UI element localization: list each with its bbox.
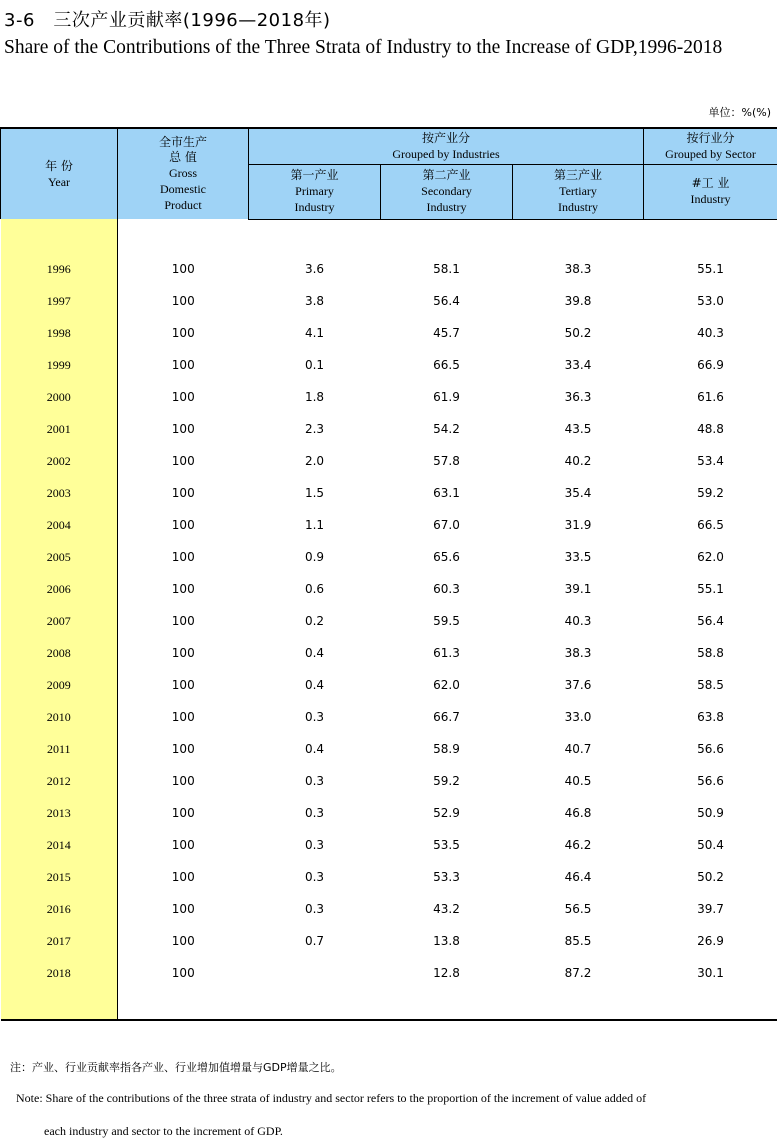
header-tertiary-en1: Tertiary [559, 184, 597, 198]
cell-tertiary: 40.7 [564, 742, 592, 756]
cell-tertiary: 31.9 [564, 518, 592, 532]
cell-gdp: 100 [171, 582, 195, 596]
table-row [1, 317, 777, 349]
cell-gdp: 100 [171, 422, 195, 436]
cell-gdp: 100 [171, 710, 195, 724]
cell-primary [249, 957, 381, 989]
header-secondary-en1: Secondary [421, 184, 472, 198]
header-gdp-zh2: 总 值 [169, 150, 197, 164]
header-industry-en: Industry [690, 192, 731, 206]
header-gdp [118, 128, 249, 219]
table-header [1, 128, 777, 219]
cell-gdp: 100 [171, 326, 195, 340]
cell-primary: 0.4 [304, 646, 325, 660]
header-year-zh: 年 份 [45, 158, 73, 173]
header-secondary-zh: 第二产业 [422, 168, 471, 182]
spacer-row [1, 989, 777, 1020]
cell-secondary: 45.7 [433, 326, 460, 340]
table-row [1, 285, 777, 317]
cell-tertiary: 56.5 [564, 902, 592, 916]
cell-secondary: 63.1 [433, 486, 460, 500]
cell-primary: 2.3 [304, 422, 325, 436]
cell-industry: 66.9 [697, 358, 724, 372]
cell-year: 2008 [1, 637, 118, 669]
header-by-industries-zh: 按产业分 [421, 130, 470, 145]
table-row [1, 573, 777, 605]
header-by-sector-zh: 按行业分 [686, 130, 735, 145]
cell-secondary: 12.8 [433, 966, 460, 980]
cell-primary: 0.3 [304, 838, 325, 852]
cell-gdp: 100 [171, 646, 195, 660]
table-row [1, 829, 777, 861]
cell-year: 2005 [1, 541, 118, 573]
cell-gdp: 100 [171, 294, 195, 308]
cell-tertiary: 40.2 [564, 454, 592, 468]
cell-primary: 0.3 [304, 902, 325, 916]
cell-year: 2009 [1, 669, 118, 701]
cell-tertiary: 39.1 [564, 582, 592, 596]
cell-secondary: 65.6 [433, 550, 460, 564]
cell-industry: 62.0 [697, 550, 724, 564]
header-industry [644, 164, 777, 219]
cell-tertiary: 85.5 [564, 934, 592, 948]
table-row [1, 765, 777, 797]
cell-tertiary: 46.2 [564, 838, 592, 852]
cell-year: 2001 [1, 413, 118, 445]
cell-secondary: 58.1 [433, 262, 460, 276]
table-row [1, 253, 777, 285]
table-row [1, 893, 777, 925]
header-by-industries-en: Grouped by Industries [392, 146, 500, 161]
cell-tertiary: 87.2 [564, 966, 592, 980]
cell-industry: 56.6 [697, 742, 724, 756]
cell-secondary: 13.8 [433, 934, 460, 948]
cell-industry: 50.2 [697, 870, 724, 884]
cell-tertiary: 33.0 [564, 710, 592, 724]
cell-year: 2016 [1, 893, 118, 925]
table-row [1, 701, 777, 733]
table-row [1, 509, 777, 541]
cell-gdp: 100 [171, 454, 195, 468]
header-year [1, 128, 118, 219]
cell-industry: 48.8 [697, 422, 724, 436]
cell-gdp: 100 [171, 614, 195, 628]
cell-gdp: 100 [171, 870, 195, 884]
cell-gdp: 100 [171, 742, 195, 756]
cell-gdp: 100 [171, 902, 195, 916]
spacer-row [1, 219, 777, 253]
cell-year: 1999 [1, 349, 118, 381]
cell-year: 2011 [1, 733, 118, 765]
table-row [1, 925, 777, 957]
header-gdp-en2: Domestic [160, 182, 206, 196]
cell-secondary: 52.9 [433, 806, 460, 820]
cell-industry: 30.1 [697, 966, 724, 980]
table-body [1, 219, 777, 1020]
header-primary-en1: Primary [295, 184, 334, 198]
cell-secondary: 53.3 [433, 870, 460, 884]
table-row [1, 413, 777, 445]
cell-industry: 26.9 [697, 934, 724, 948]
header-secondary-en2: Industry [426, 200, 467, 214]
cell-year: 2003 [1, 477, 118, 509]
contribution-table [0, 127, 777, 1021]
cell-gdp: 100 [171, 966, 195, 980]
cell-year: 2002 [1, 445, 118, 477]
cell-tertiary: 35.4 [564, 486, 592, 500]
header-primary-zh: 第一产业 [290, 168, 339, 182]
header-by-sector [644, 128, 777, 164]
cell-year: 1997 [1, 285, 118, 317]
cell-industry: 63.8 [697, 710, 724, 724]
header-gdp-zh1: 全市生产 [158, 135, 207, 149]
header-industry-zh: #工 业 [691, 176, 730, 190]
cell-primary: 0.3 [304, 806, 325, 820]
cell-year: 2007 [1, 605, 118, 637]
cell-tertiary: 38.3 [564, 646, 592, 660]
cell-secondary: 62.0 [433, 678, 460, 692]
cell-tertiary: 38.3 [564, 262, 592, 276]
unit-label: 单位：%(%) [708, 106, 771, 119]
cell-secondary: 66.7 [433, 710, 460, 724]
header-tertiary-en2: Industry [558, 200, 598, 214]
cell-industry: 40.3 [697, 326, 724, 340]
cell-tertiary: 40.5 [564, 774, 592, 788]
cell-secondary: 57.8 [433, 454, 460, 468]
header-by-sector-en: Grouped by Sector [665, 146, 756, 161]
cell-year: 2000 [1, 381, 118, 413]
cell-industry: 59.2 [697, 486, 724, 500]
cell-year: 2015 [1, 861, 118, 893]
cell-primary: 4.1 [304, 326, 325, 340]
cell-secondary: 59.2 [433, 774, 460, 788]
cell-year: 2012 [1, 765, 118, 797]
cell-tertiary: 33.5 [564, 550, 592, 564]
table-row [1, 733, 777, 765]
cell-tertiary: 36.3 [564, 390, 592, 404]
cell-tertiary: 50.2 [564, 326, 592, 340]
cell-tertiary: 40.3 [564, 614, 592, 628]
table-title-zh: 3-6 三次产业贡献率(1996—2018年) [4, 10, 331, 31]
note-en-line2: each industry and sector to the increment of GDP. [44, 1124, 283, 1138]
cell-gdp: 100 [171, 774, 195, 788]
cell-tertiary: 46.4 [564, 870, 592, 884]
cell-year: 2018 [1, 957, 118, 989]
table-row [1, 637, 777, 669]
cell-gdp: 100 [171, 550, 195, 564]
table-title-en: Share of the Contributions of the Three Strata of Industry to the Increase of GDP,1996-2018 [4, 37, 723, 58]
cell-gdp: 100 [171, 486, 195, 500]
table-row [1, 797, 777, 829]
cell-secondary: 61.9 [433, 390, 460, 404]
header-primary-en2: Industry [294, 200, 335, 214]
cell-gdp: 100 [171, 262, 195, 276]
cell-primary: 0.9 [304, 550, 325, 564]
header-primary [249, 164, 381, 219]
table-row [1, 669, 777, 701]
cell-gdp: 100 [171, 678, 195, 692]
cell-primary: 0.3 [304, 774, 325, 788]
cell-industry: 55.1 [697, 262, 724, 276]
cell-tertiary: 46.8 [564, 806, 592, 820]
cell-year: 2004 [1, 509, 118, 541]
header-year-en: Year [47, 174, 71, 189]
table-row [1, 605, 777, 637]
cell-industry: 39.7 [697, 902, 724, 916]
table-row [1, 349, 777, 381]
cell-industry: 53.4 [697, 454, 724, 468]
cell-tertiary: 33.4 [564, 358, 592, 372]
cell-secondary: 67.0 [433, 518, 460, 532]
cell-year: 1996 [1, 253, 118, 285]
cell-primary: 1.8 [304, 390, 325, 404]
cell-industry: 55.1 [697, 582, 724, 596]
cell-gdp: 100 [171, 934, 195, 948]
header-secondary [381, 164, 513, 219]
cell-primary: 0.6 [304, 582, 325, 596]
cell-industry: 56.4 [697, 614, 724, 628]
table-row [1, 957, 777, 989]
cell-industry: 53.0 [697, 294, 724, 308]
cell-primary: 0.2 [304, 614, 325, 628]
cell-tertiary: 43.5 [564, 422, 592, 436]
cell-tertiary: 37.6 [564, 678, 592, 692]
cell-secondary: 56.4 [433, 294, 460, 308]
cell-gdp: 100 [171, 518, 195, 532]
table-row [1, 861, 777, 893]
cell-secondary: 53.5 [433, 838, 460, 852]
table-row [1, 381, 777, 413]
cell-primary: 0.4 [304, 742, 325, 756]
cell-year: 2006 [1, 573, 118, 605]
cell-primary: 0.1 [304, 358, 325, 372]
cell-gdp: 100 [171, 358, 195, 372]
cell-gdp: 100 [171, 390, 195, 404]
cell-primary: 1.1 [304, 518, 325, 532]
cell-industry: 58.8 [697, 646, 724, 660]
cell-secondary: 59.5 [433, 614, 460, 628]
cell-primary: 2.0 [304, 454, 325, 468]
cell-gdp: 100 [171, 806, 195, 820]
cell-secondary: 43.2 [433, 902, 460, 916]
header-gdp-en3: Product [164, 198, 202, 212]
cell-year: 2014 [1, 829, 118, 861]
table-row [1, 445, 777, 477]
cell-industry: 61.6 [697, 390, 724, 404]
cell-primary: 0.3 [304, 710, 325, 724]
note-zh: 注：产业、行业贡献率指各产业、行业增加值增量与GDP增量之比。 [10, 1061, 342, 1074]
header-gdp-en1: Gross [168, 166, 197, 180]
cell-primary: 1.5 [304, 486, 325, 500]
cell-secondary: 58.9 [433, 742, 460, 756]
cell-year: 2013 [1, 797, 118, 829]
cell-gdp: 100 [171, 838, 195, 852]
cell-tertiary: 39.8 [564, 294, 592, 308]
header-tertiary-zh: 第三产业 [553, 168, 602, 182]
cell-year: 2010 [1, 701, 118, 733]
cell-industry: 56.6 [697, 774, 724, 788]
cell-primary: 0.4 [304, 678, 325, 692]
cell-year: 1998 [1, 317, 118, 349]
table-row [1, 477, 777, 509]
cell-primary: 0.3 [304, 870, 325, 884]
cell-secondary: 66.5 [433, 358, 460, 372]
cell-industry: 50.9 [697, 806, 724, 820]
cell-secondary: 61.3 [433, 646, 460, 660]
cell-secondary: 60.3 [433, 582, 460, 596]
table-row [1, 541, 777, 573]
cell-primary: 3.6 [304, 262, 325, 276]
cell-secondary: 54.2 [433, 422, 460, 436]
cell-primary: 0.7 [304, 934, 325, 948]
header-tertiary [513, 164, 644, 219]
cell-industry: 66.5 [697, 518, 724, 532]
cell-industry: 58.5 [697, 678, 724, 692]
header-by-industries [249, 128, 644, 164]
cell-year: 2017 [1, 925, 118, 957]
cell-industry: 50.4 [697, 838, 724, 852]
note-en-line1: Note: Share of the contributions of the three strata of industry and sector refers to the proportion of the increment of value added of [16, 1091, 647, 1105]
cell-primary: 3.8 [304, 294, 325, 308]
